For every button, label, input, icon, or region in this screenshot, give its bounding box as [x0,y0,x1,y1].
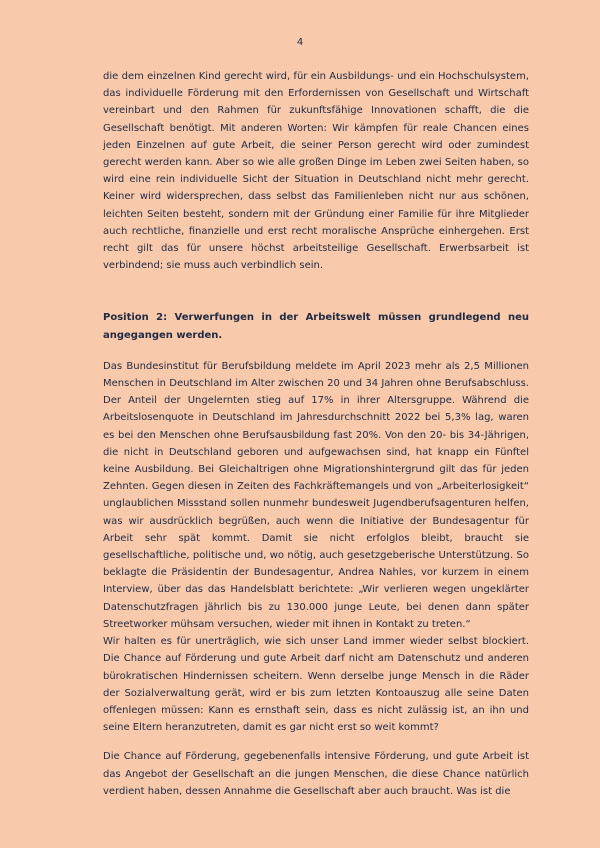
statistics-paragraph: Das Bundesinstitut für Berufsbildung meldete im April 2023 mehr als 2,5 Millionen Menschen in Deutschland im Alter zwischen 20 und 34 Jahren ohne Berufsabschluss. Der Anteil der Ungelernten stieg auf 17% in ihrer Altersgruppe. Während die Arbeitslosenquote in Deutschland im Jahresdurchschnitt 2022 bei 5,3% lag, waren es bei den Menschen ohne Berufsausbildung fast 20%. Von den 20- bis 34-Jährigen, die nicht in Deutschland geboren und aufgewachsen sind, hat knapp ein Fünftel keine Ausbildung. Bei Gleichaltrigen ohne Migrationshintergrund gilt das für jeden Zehnten. Gegen diesen in Zeiten des Fachkräftemangels und von „Arbeiterlosigkeit“ unglaublichen Missstand sollen nunmehr bundesweit Jugendberufsagenturen helfen, was wir ausdrücklich begrüßen, auch wenn die Initiative der Bundesagentur für Arbeit sehr spät kommt. Damit sie nicht erfolglos bleibt, braucht sie gesellschaftliche, politische und, wo nötig, auch gesetzgeberische Unterstützung. So beklagte die Präsidentin der Bundesagentur, Andrea Nahles, vor kurzem in einem Interview, über das das Handelsblatt berichtete: „Wir verlieren wegen ungeklärter Datenschutzfragen jährlich bis zu 130.000 junge Leute, bei denen dann später Streetworker mühsam versuchen, wieder mit ihnen in Kontakt zu treten.“ [103,360,529,630]
closing-paragraph: Die Chance auf Förderung, gegebenenfalls intensive Förderung, und gute Arbeit ist das Angebot der Gesellschaft an die jungen Menschen, die diese Chance natürlich verdient haben, dessen Annahme die Gesellschaft aber auch braucht. Was ist die [103,751,529,797]
page-number: 4 [296,37,304,48]
paragraph-spacing [103,736,529,748]
intro-paragraph: die dem einzelnen Kind gerecht wird, für ein Ausbildungs- und ein Hochschulsystem, das individuelle Förderung mit den Erfordernissen von Gesellschaft und Wirtschaft vereinbart und den Rahmen für zukunftsfähige Innovationen schafft, die die Gesellschaft benötigt. Mit anderen Worten: Wir kämpfen für reale Chancen eines jeden Einzelnen auf gute Arbeit, die seiner Person gerecht wird oder zumindest gerecht werden kann. Aber so wie alle großen Dinge im Leben zwei Seiten haben, so wird eine rein individuelle Sicht der Situation in Deutschland nicht mehr gerecht. Keiner wird widersprechen, dass selbst das Familienleben nicht nur aus schönen, leichten Seiten besteht, sondern mit der Gründung einer Familie für ihre Mitglieder auch rechtliche, finanzielle und erst recht moralische Ansprüche einhergehen. Erst recht gilt das für unsere höchst arbeitsteilige Gesellschaft. Erwerbsarbeit ist verbindend; sie muss auch verbindlich sein. [103,71,529,272]
blockade-paragraph: Wir halten es für unerträglich, wie sich unser Land immer wieder selbst blockiert. Die Chance auf Förderung und gute Arbeit darf nicht am Datenschutz und anderen bürokratischen Hindernissen scheitern. Wenn derselbe junge Mensch in die Räder der Sozialverwaltung gerät, wird er bis zum letzten Kontoauszug alle seine Daten offenlegen müssen: Kann es ernsthaft sein, dass es nicht zulässig ist, an ihn und seine Eltern heranzutreten, damit es gar nicht erst so weit kommt? [103,636,529,734]
section-heading: Position 2: Verwerfungen in der Arbeitswelt müssen grundlegend neu angegangen werden. [103,312,529,341]
heading-spacing [103,344,529,358]
section-spacing [103,274,529,309]
page-content [103,68,529,800]
